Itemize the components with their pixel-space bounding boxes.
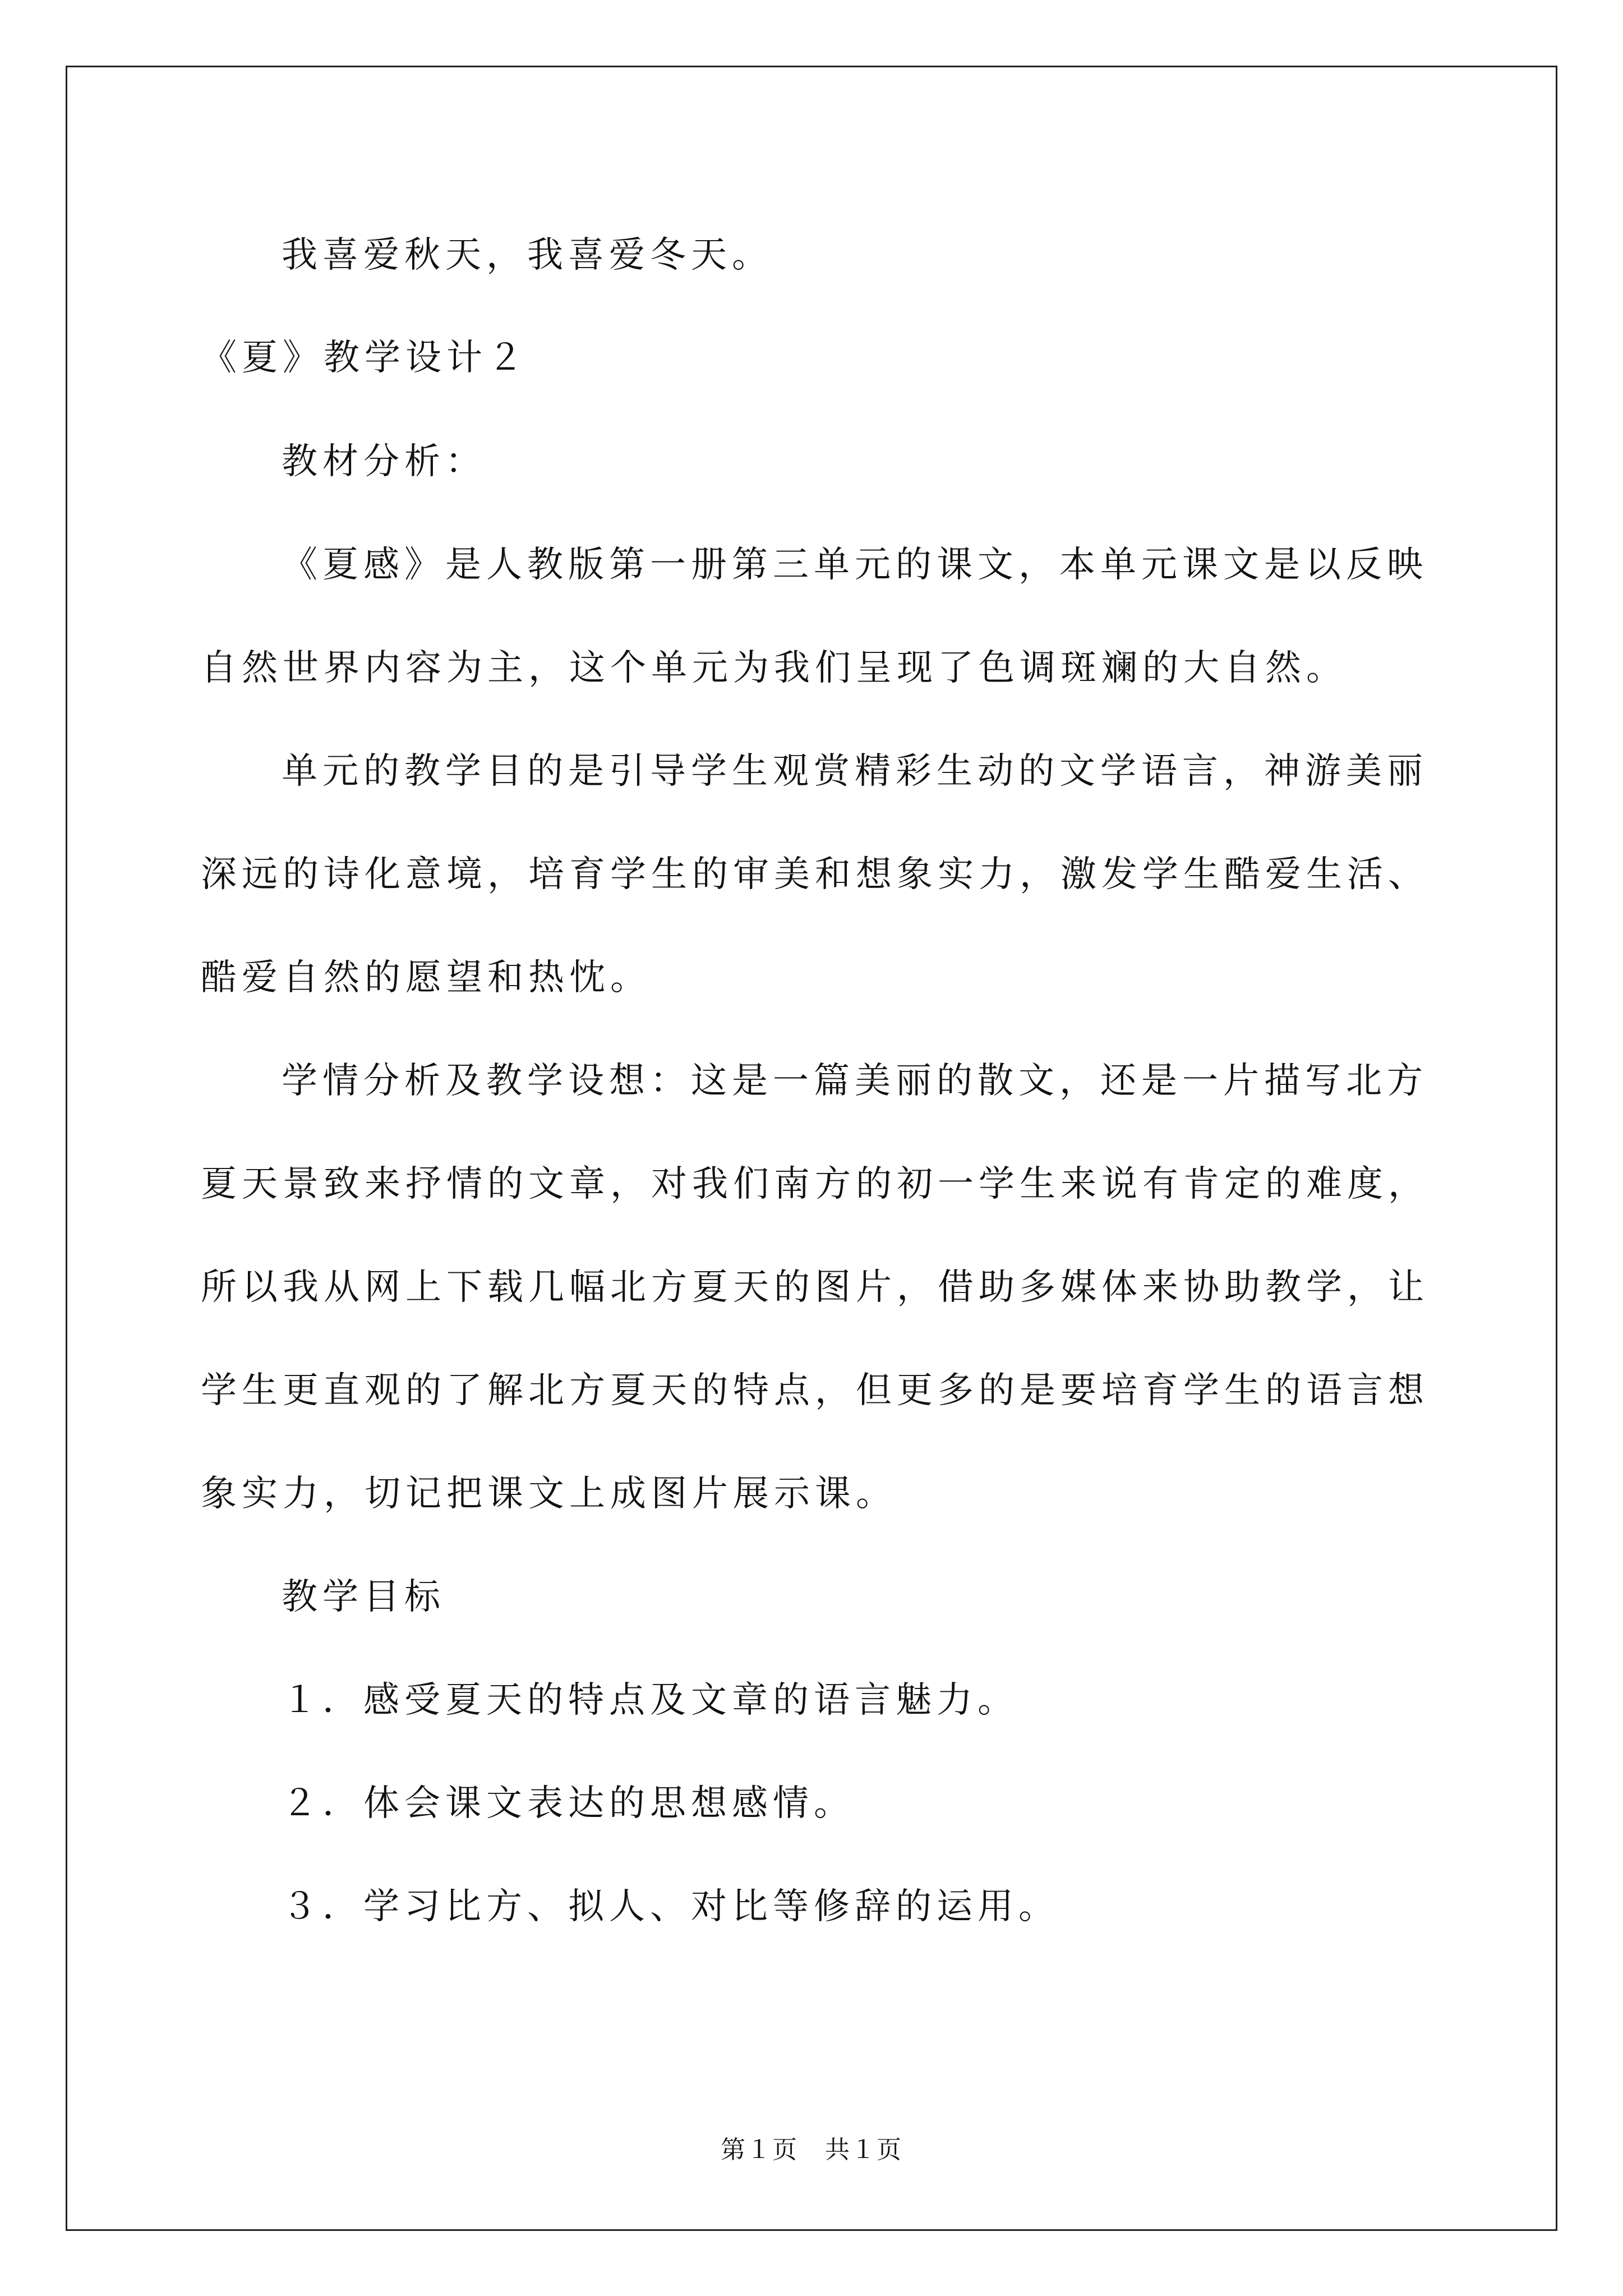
paragraph-line: 单元的教学目的是引导学生观赏精彩生动的文学语言，神游美丽 bbox=[282, 751, 1428, 792]
paragraph-line: 象实力，切记把课文上成图片展示课。 bbox=[201, 1473, 897, 1515]
list-item: １．感受夏天的特点及文章的语言魅力。 bbox=[282, 1680, 1018, 1721]
list-item: ２．体会课文表达的思想感情。 bbox=[282, 1783, 855, 1824]
paragraph-heading: 教材分析： bbox=[282, 441, 486, 482]
page-footer bbox=[0, 2134, 1623, 2166]
paragraph-line: 所以我从网上下载几幅北方夏天的图片，借助多媒体来协助教学，让 bbox=[201, 1267, 1429, 1308]
list-item: ３．学习比方、拟人、对比等修辞的运用。 bbox=[282, 1886, 1059, 1927]
paragraph-line: 学生更直观的了解北方夏天的特点，但更多的是要培育学生的语言想 bbox=[201, 1370, 1429, 1411]
paragraph-line: 深远的诗化意境，培育学生的审美和想象实力，激发学生酷爱生活、 bbox=[201, 854, 1429, 895]
paragraph-line: 我喜爱秋天，我喜爱冬天。 bbox=[282, 234, 773, 276]
paragraph-line: 夏天景致来抒情的文章，对我们南方的初一学生来说有肯定的难度， bbox=[201, 1163, 1429, 1205]
page-total: 共１页 bbox=[825, 2136, 902, 2164]
paragraph-line: 学情分析及教学设想：这是一篇美丽的散文，还是一片描写北方 bbox=[282, 1060, 1428, 1102]
paragraph-line: 自然世界内容为主，这个单元为我们呈现了色调斑斓的大自然。 bbox=[201, 647, 1347, 689]
paragraph-heading: 教学目标 bbox=[282, 1576, 445, 1618]
section-heading: 《夏》教学设计２ bbox=[201, 337, 528, 379]
paragraph-line: 酷爱自然的愿望和热忱。 bbox=[201, 957, 651, 999]
page-number: 第１页 bbox=[721, 2136, 798, 2164]
paragraph-line: 《夏感》是人教版第一册第三单元的课文，本单元课文是以反映 bbox=[282, 544, 1428, 586]
